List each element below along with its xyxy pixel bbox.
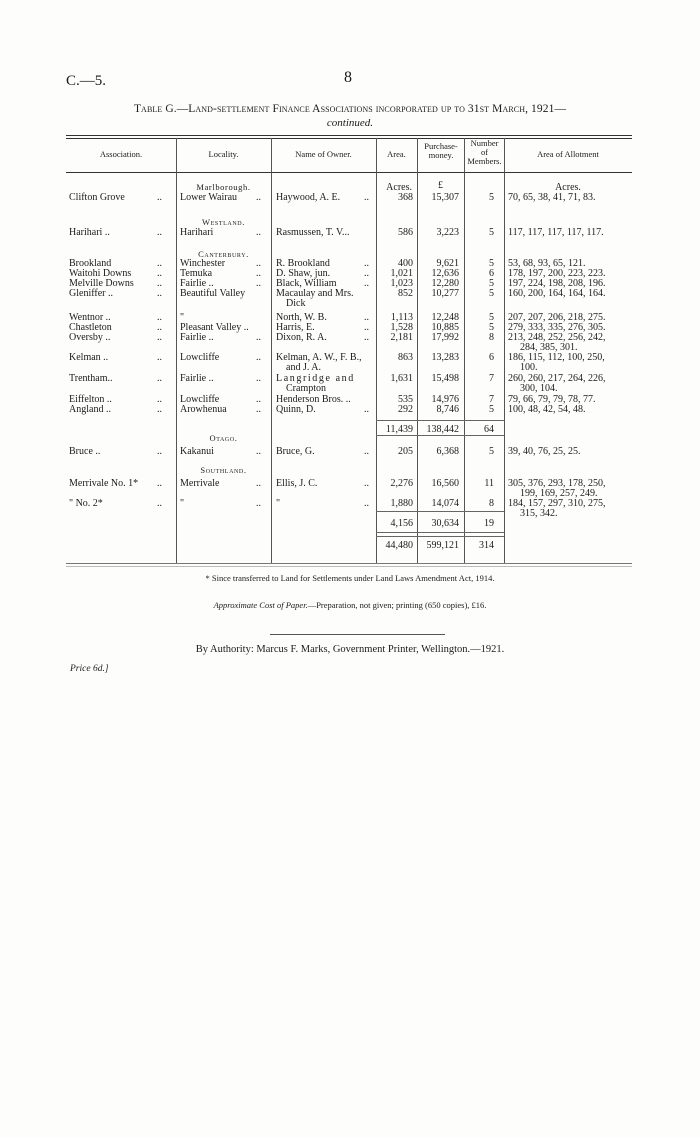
locality: Pleasant Valley ..	[180, 322, 249, 333]
leader-dots: ..	[364, 478, 369, 489]
leader-dots: ..	[256, 258, 261, 269]
leader-dots: ..	[256, 332, 261, 343]
association-name: Brookland	[69, 258, 112, 269]
area-acres: 852	[398, 288, 413, 299]
purchase-money: 10,885	[431, 322, 459, 333]
owner-name: Macaulay and Mrs.	[276, 288, 354, 299]
subtotal-rule	[376, 420, 504, 421]
allotment-areas: 79, 66, 79, 79, 78, 77.	[508, 394, 596, 405]
owner-name: Quinn, D.	[276, 404, 316, 415]
section-marlborough: Marlborough.	[196, 182, 251, 192]
area-acres: 1,528	[390, 322, 413, 333]
purchase-money: 3,223	[436, 227, 459, 238]
owner-name: Henderson Bros. ..	[276, 394, 351, 405]
leader-dots: ..	[157, 373, 162, 384]
footnote: * Since transferred to Land for Settlements under Land Laws Amendment Act, 1914.	[205, 573, 495, 583]
owner-name: "	[276, 498, 281, 509]
member-count: 7	[489, 373, 494, 384]
leader-dots: ..	[256, 498, 261, 509]
leader-dots: ..	[364, 498, 369, 509]
total-area-southland: 4,156	[390, 518, 413, 529]
member-count: 8	[489, 498, 494, 509]
owner-name: Haywood, A. E.	[276, 192, 341, 203]
member-count: 6	[489, 352, 494, 363]
purchase-money: 16,560	[431, 478, 459, 489]
allotment-areas: 178, 197, 200, 223, 223.	[508, 268, 606, 279]
locality: "	[180, 498, 185, 509]
member-count: 7	[489, 394, 494, 405]
allotment-areas: 70, 65, 38, 41, 71, 83.	[508, 192, 596, 203]
member-count: 5	[489, 288, 494, 299]
cost-label: Approximate Cost of Paper.	[213, 600, 308, 610]
leader-dots: ..	[256, 394, 261, 405]
locality: Kakanui	[180, 446, 214, 457]
column-divider	[176, 138, 177, 563]
total-area-canterbury: 11,439	[385, 424, 413, 435]
association-name: Clifton Grove	[69, 192, 125, 203]
leader-dots: ..	[256, 373, 261, 384]
leader-dots: ..	[157, 322, 162, 333]
area-acres: 586	[398, 227, 413, 238]
owner-name: D. Shaw, jun.	[276, 268, 331, 279]
leader-dots: ..	[364, 278, 369, 289]
allotment-areas: 117, 117, 117, 117, 117.	[508, 227, 604, 238]
leader-dots: ..	[157, 227, 162, 238]
allotment-areas-continued: 199, 169, 257, 249.	[520, 488, 598, 499]
leader-dots: ..	[157, 352, 162, 363]
area-acres: 1,113	[390, 312, 413, 323]
locality: Fairlie ..	[180, 332, 214, 343]
purchase-money: 14,074	[431, 498, 459, 509]
leader-dots: ..	[364, 192, 369, 203]
section-canterbury: Canterbury.	[198, 249, 249, 259]
header-members: Number of Members.	[467, 138, 502, 166]
association-name: Merrivale No. 1*	[69, 478, 139, 489]
owner-name-continued: and J. A.	[286, 362, 321, 373]
leader-dots: ..	[157, 258, 162, 269]
member-count: 5	[489, 278, 494, 289]
unit-pounds: £	[438, 180, 443, 191]
leader-dots: ..	[256, 192, 261, 203]
locality: Winchester	[180, 258, 226, 269]
purchase-money: 12,248	[431, 312, 459, 323]
member-count: 5	[489, 322, 494, 333]
header-bottom-rule	[66, 172, 632, 173]
owner-name: Dixon, R. A.	[276, 332, 327, 343]
allotment-areas: 186, 115, 112, 100, 250,	[508, 352, 605, 363]
allotment-areas: 160, 200, 164, 164, 164.	[508, 288, 606, 299]
owner-name: Kelman, A. W., F. B.,	[276, 352, 362, 363]
leader-dots: ..	[364, 404, 369, 415]
leader-dots: ..	[256, 352, 261, 363]
owner-name: Harris, E.	[276, 322, 315, 333]
locality: Arowhenua	[180, 404, 227, 415]
owner-name: Black, William	[276, 278, 337, 289]
purchase-money: 14,976	[431, 394, 459, 405]
owner-name: Langridge and	[276, 373, 355, 384]
table-top-rule	[66, 135, 632, 136]
header-association: Association.	[99, 149, 143, 159]
purchase-money: 10,277	[431, 288, 459, 299]
leader-dots: ..	[157, 404, 162, 415]
cost-text: —Preparation, not given; printing (650 copies), £16.	[307, 600, 487, 610]
area-acres: 1,631	[390, 373, 413, 384]
leader-dots: ..	[157, 312, 162, 323]
allotment-areas: 100, 48, 42, 54, 48.	[508, 404, 586, 415]
price: Price 6d.]	[70, 664, 109, 674]
allotment-areas: 260, 260, 217, 264, 226,	[508, 373, 606, 384]
member-count: 8	[489, 332, 494, 343]
subtotal-rule	[376, 435, 504, 436]
area-acres: 535	[398, 394, 413, 405]
association-name: " No. 2*	[69, 498, 103, 509]
area-acres: 400	[398, 258, 413, 269]
purchase-money: 12,280	[431, 278, 459, 289]
association-name: Oversby ..	[69, 332, 111, 343]
leader-dots: ..	[364, 322, 369, 333]
association-name: Harihari ..	[69, 227, 110, 238]
leader-dots: ..	[157, 278, 162, 289]
leader-dots: ..	[364, 268, 369, 279]
leader-dots: ..	[157, 498, 162, 509]
leader-dots: ..	[157, 192, 162, 203]
section-southland: Southland.	[200, 465, 247, 475]
area-acres: 1,023	[390, 278, 413, 289]
owner-name: Bruce, G.	[276, 446, 315, 457]
association-name: Bruce ..	[69, 446, 101, 457]
footnote-rule	[66, 566, 632, 567]
allotment-areas-continued: 315, 342.	[520, 508, 558, 519]
member-count: 5	[489, 192, 494, 203]
allotment-areas: 305, 376, 293, 178, 250,	[508, 478, 606, 489]
subtotal-rule	[376, 511, 504, 512]
authority-rule	[270, 634, 445, 635]
owner-name-continued: Dick	[286, 298, 306, 309]
locality: Merrivale	[180, 478, 220, 489]
member-count: 5	[489, 258, 494, 269]
purchase-money: 8,746	[436, 404, 459, 415]
association-name: Wentnor ..	[69, 312, 111, 323]
total-money-grand: 599,121	[426, 540, 459, 551]
area-acres: 2,276	[390, 478, 413, 489]
allotment-areas: 39, 40, 76, 25, 25.	[508, 446, 581, 457]
total-area-grand: 44,480	[385, 540, 413, 551]
locality: Beautiful Valley	[180, 288, 246, 299]
total-members-southland: 19	[484, 518, 494, 529]
member-count: 5	[489, 446, 494, 457]
purchase-money: 12,636	[431, 268, 459, 279]
association-name: Chastleton	[69, 322, 112, 333]
subtotal-rule	[376, 536, 504, 537]
allotment-areas: 207, 207, 206, 218, 275.	[508, 312, 606, 323]
authority-line: By Authority: Marcus F. Marks, Government Printer, Wellington.—1921.	[195, 644, 505, 655]
locality: Lowcliffe	[180, 394, 220, 405]
allotment-areas-continued: 100.	[520, 362, 538, 373]
member-count: 5	[489, 227, 494, 238]
association-name: Eiffelton ..	[69, 394, 112, 405]
leader-dots: ..	[157, 332, 162, 343]
column-divider	[271, 138, 272, 563]
area-acres: 1,021	[390, 268, 413, 279]
purchase-money: 13,283	[431, 352, 459, 363]
unit-allotment-acres: Acres.	[555, 182, 581, 193]
leader-dots: ..	[364, 258, 369, 269]
area-acres: 205	[398, 446, 413, 457]
leader-dots: ..	[157, 288, 162, 299]
total-money-canterbury: 138,442	[426, 424, 459, 435]
leader-dots: ..	[256, 227, 261, 238]
member-count: 5	[489, 312, 494, 323]
table-title-continued: continued.	[326, 117, 374, 129]
allotment-areas: 53, 68, 93, 65, 121.	[508, 258, 586, 269]
section-westland: Westland.	[202, 217, 245, 227]
leader-dots: ..	[256, 268, 261, 279]
leader-dots: ..	[157, 478, 162, 489]
allotment-areas-continued: 300, 104.	[520, 383, 558, 394]
locality: Fairlie ..	[180, 373, 214, 384]
association-name: Waitohi Downs	[69, 268, 132, 279]
owner-name-continued: Crampton	[286, 383, 326, 394]
table-top-rule-double	[66, 138, 632, 139]
locality: Temuka	[180, 268, 213, 279]
page-number: 8	[344, 69, 352, 86]
locality: "	[180, 312, 185, 323]
purchase-money: 6,368	[436, 446, 459, 457]
purchase-money: 15,307	[431, 192, 459, 203]
header-locality: Locality.	[208, 149, 239, 159]
leader-dots: ..	[157, 268, 162, 279]
leader-dots: ..	[256, 446, 261, 457]
purchase-money: 17,992	[431, 332, 459, 343]
member-count: 6	[489, 268, 494, 279]
table-title: Table G.—Land-settlement Finance Associations incorporated up to 31st March, 1921—	[133, 103, 567, 115]
association-name: Melville Downs	[69, 278, 134, 289]
page-code: C.—5.	[66, 73, 107, 89]
leader-dots: ..	[157, 446, 162, 457]
member-count: 11	[484, 478, 494, 489]
leader-dots: ..	[364, 332, 369, 343]
section-otago: Otago.	[209, 433, 238, 443]
locality: Fairlie ..	[180, 278, 214, 289]
allotment-areas: 197, 224, 198, 208, 196.	[508, 278, 606, 289]
area-acres: 368	[398, 192, 413, 203]
leader-dots: ..	[364, 446, 369, 457]
header-owner: Name of Owner.	[295, 149, 352, 159]
locality: Lowcliffe	[180, 352, 220, 363]
owner-name: R. Brookland	[276, 258, 330, 269]
column-divider	[504, 138, 505, 563]
association-name: Kelman ..	[69, 352, 109, 363]
header-purchase: Purchase-money.	[424, 141, 458, 160]
locality: Harihari	[180, 227, 214, 238]
leader-dots: ..	[256, 404, 261, 415]
table-bottom-rule	[66, 563, 632, 564]
area-acres: 1,880	[390, 498, 413, 509]
owner-name: Ellis, J. C.	[276, 478, 318, 489]
total-money-southland: 30,634	[431, 518, 459, 529]
header-area: Area.	[387, 149, 406, 159]
area-acres: 863	[398, 352, 413, 363]
cost-note	[0, 600, 700, 610]
association-name: Trentham..	[69, 373, 113, 384]
area-acres: 2,181	[390, 332, 413, 343]
allotment-areas: 213, 248, 252, 256, 242,	[508, 332, 606, 343]
area-acres: 292	[398, 404, 413, 415]
unit-acres: Acres.	[386, 182, 412, 193]
member-count: 5	[489, 404, 494, 415]
purchase-money: 9,621	[436, 258, 459, 269]
leader-dots: ..	[256, 478, 261, 489]
subtotal-rule	[376, 532, 504, 533]
association-name: Gleniffer ..	[69, 288, 113, 299]
purchase-money: 15,498	[431, 373, 459, 384]
allotment-areas: 184, 157, 297, 310, 275,	[508, 498, 606, 509]
leader-dots: ..	[364, 312, 369, 323]
header-allotment: Area of Allotment	[537, 149, 599, 159]
total-members-canterbury: 64	[484, 424, 494, 435]
locality: Lower Wairau	[180, 192, 238, 203]
owner-name: Rasmussen, T. V...	[276, 227, 350, 238]
allotment-areas-continued: 284, 385, 301.	[520, 342, 578, 353]
leader-dots: ..	[157, 394, 162, 405]
total-members-grand: 314	[479, 540, 494, 551]
owner-name: North, W. B.	[276, 312, 327, 323]
leader-dots: ..	[256, 278, 261, 289]
allotment-areas: 279, 333, 335, 276, 305.	[508, 322, 606, 333]
association-name: Angland ..	[69, 404, 111, 415]
